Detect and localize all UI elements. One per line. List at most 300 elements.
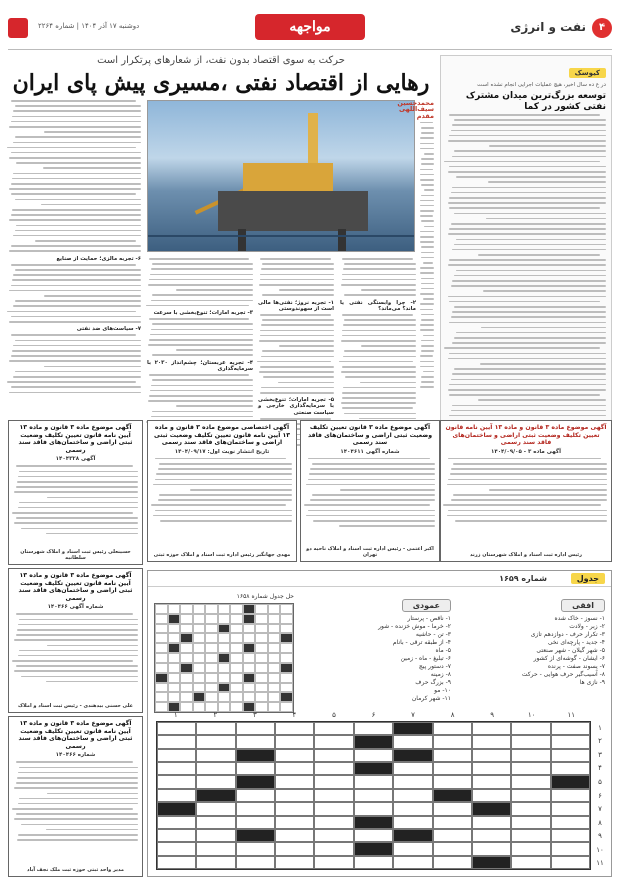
text-line xyxy=(15,269,141,271)
crossword-cell[interactable] xyxy=(236,722,275,735)
text-line xyxy=(9,126,141,128)
crossword-cell[interactable] xyxy=(472,842,511,855)
text-line xyxy=(421,381,434,383)
crossword-cell[interactable] xyxy=(157,856,196,869)
text-line xyxy=(449,166,606,168)
text-line xyxy=(148,284,253,286)
text-line xyxy=(152,263,253,265)
text-line xyxy=(451,410,606,412)
text-line xyxy=(260,314,331,316)
text-line xyxy=(448,296,606,298)
text-line xyxy=(420,137,434,139)
answer-cell xyxy=(180,653,193,663)
text-line xyxy=(47,645,138,647)
text-line xyxy=(148,400,253,402)
crossword-cell[interactable] xyxy=(275,722,314,735)
text-line xyxy=(16,162,141,164)
text-line xyxy=(421,127,434,129)
text-line xyxy=(17,481,138,483)
crossword-cell[interactable] xyxy=(472,829,511,842)
text-line xyxy=(262,294,334,296)
text-line xyxy=(420,148,434,150)
answer-cell xyxy=(218,604,231,614)
answer-cell xyxy=(218,683,231,693)
crossword-cell[interactable] xyxy=(157,722,196,735)
answer-cell xyxy=(255,614,268,624)
text-line xyxy=(12,512,133,514)
crossword-cell[interactable] xyxy=(433,856,472,869)
body-lines xyxy=(340,258,416,296)
answer-cell xyxy=(193,614,206,624)
crossword-cell[interactable] xyxy=(393,816,432,829)
crossword-cell[interactable] xyxy=(354,749,393,762)
text-line xyxy=(12,209,141,211)
crossword-cell[interactable] xyxy=(354,789,393,802)
text-line xyxy=(149,279,253,281)
text-line xyxy=(18,507,138,509)
answer-cell xyxy=(168,643,181,653)
text-line xyxy=(449,394,599,396)
text-line xyxy=(18,834,138,836)
answer-cell xyxy=(180,692,193,702)
crossword-grid[interactable] xyxy=(156,721,591,870)
text-line xyxy=(176,405,253,407)
text-line xyxy=(149,318,249,320)
text-line xyxy=(424,226,435,228)
text-line xyxy=(448,458,600,460)
crossword-cell[interactable] xyxy=(472,762,511,775)
text-line xyxy=(489,489,607,491)
text-line xyxy=(361,345,416,347)
crossword-cell[interactable] xyxy=(157,775,196,788)
text-line xyxy=(344,319,416,321)
crossword-cell xyxy=(354,842,393,855)
crossword-cell[interactable] xyxy=(393,789,432,802)
text-line xyxy=(14,787,138,789)
text-line xyxy=(11,152,141,154)
text-line xyxy=(421,283,434,285)
text-line xyxy=(444,161,599,163)
crossword-cell[interactable] xyxy=(196,829,235,842)
text-line xyxy=(44,295,141,297)
text-line xyxy=(259,284,334,286)
crossword-cell[interactable] xyxy=(472,816,511,829)
crossword-cell[interactable] xyxy=(196,842,235,855)
text-line xyxy=(481,327,606,329)
ad-body xyxy=(305,458,435,536)
clue-item: ۵- ماه xyxy=(435,647,451,654)
answer-cell xyxy=(155,614,168,624)
text-line xyxy=(421,345,434,347)
ad-subtitle: شماره آگهی ۱۴۰۴۶۶ xyxy=(47,604,104,611)
horizontal-clues-head: افقی xyxy=(561,599,605,612)
crossword-cell[interactable] xyxy=(511,749,550,762)
body-lines xyxy=(13,613,138,682)
text-line xyxy=(262,319,334,321)
text-line xyxy=(312,494,436,496)
answer-cell xyxy=(268,673,281,683)
crossword-cell[interactable] xyxy=(551,816,590,829)
text-line xyxy=(449,207,599,209)
vertical-clues xyxy=(303,593,451,703)
crossword-cell[interactable] xyxy=(511,789,550,802)
crossword-cell xyxy=(354,816,393,829)
crossword-cell[interactable] xyxy=(275,735,314,748)
crossword-cell[interactable] xyxy=(314,762,353,775)
answer-cell xyxy=(155,604,168,614)
answer-cell xyxy=(268,604,281,614)
crossword-cell xyxy=(393,749,432,762)
answer-cell xyxy=(218,643,231,653)
body-lines xyxy=(13,761,138,840)
row-number: ۹ xyxy=(598,832,602,841)
text-line xyxy=(420,267,434,269)
ad-title: آگهی موضوع ماده ۳ قانون و ماده ۱۳ آیین نامه قانون تعیین تکلیف وضعیت ثبتی اراضی و ساختمان‌های فاقد سند رسمی xyxy=(18,424,133,454)
text-line xyxy=(18,803,138,805)
crossword-cell[interactable] xyxy=(275,829,314,842)
crossword-cell[interactable] xyxy=(511,856,550,869)
answer-cell xyxy=(280,604,293,614)
crossword-cell[interactable] xyxy=(551,749,590,762)
ad-signature: مهدی جهانگیر رئیس اداره ثبت اسناد و املاک حوزه ثبتی xyxy=(153,552,291,558)
answer-cell xyxy=(280,653,293,663)
crossword-cell[interactable] xyxy=(551,856,590,869)
text-line xyxy=(420,174,434,176)
text-line xyxy=(7,147,136,149)
body-lines xyxy=(8,100,141,252)
column-number: ۴ xyxy=(292,711,297,719)
text-line xyxy=(14,670,138,672)
clue-item: ۱- نسوز - خاک شده xyxy=(554,615,605,622)
text-line xyxy=(342,274,416,276)
text-line xyxy=(21,528,139,530)
crossword-cell[interactable] xyxy=(511,816,550,829)
ad-title: آگهی اختصاصی موضوع ماده ۳ قانون و ماده ۱۳ آیین نامه قانون تعیین تکلیف وضعیت ثبتی اراضی و ساختمان‌های فاقد سند رسمی xyxy=(153,424,291,447)
crossword-cell[interactable] xyxy=(354,829,393,842)
body-lines xyxy=(147,258,253,306)
text-line xyxy=(421,278,434,280)
body-lines xyxy=(446,114,606,432)
ad-title: آگهی موضوع ماده ۳ قانون و ماده ۱۳ آیین نامه قانون تعیین تکلیف وضعیت ثبتی اراضی و ساختمان‌های فاقد سند رسمی xyxy=(18,720,133,750)
text-line xyxy=(11,316,141,318)
crossword-cell[interactable] xyxy=(314,775,353,788)
text-line xyxy=(423,298,434,300)
text-line xyxy=(448,510,607,512)
text-line xyxy=(160,520,292,522)
text-line xyxy=(420,293,434,295)
crossword-column-numbers xyxy=(156,711,591,719)
text-line xyxy=(450,473,607,475)
crossword-cell[interactable] xyxy=(393,856,432,869)
side-article-title[interactable]: توسعه بزرگ‌ترین میدان مشترک xyxy=(465,91,606,101)
crossword-cell[interactable] xyxy=(314,802,353,815)
crossword-cell xyxy=(157,802,196,815)
article-subhead: ۶- تجربه مالزی؛ حمایت از صنایع xyxy=(56,255,141,262)
crossword-cell[interactable] xyxy=(511,829,550,842)
crossword-cell[interactable] xyxy=(236,762,275,775)
legal-ad xyxy=(300,420,440,562)
text-line xyxy=(18,476,138,478)
crossword-cell xyxy=(236,749,275,762)
crossword-cell[interactable] xyxy=(196,802,235,815)
crossword-cell[interactable] xyxy=(314,842,353,855)
text-line xyxy=(9,360,141,362)
crossword-cell[interactable] xyxy=(433,775,472,788)
crossword-cell[interactable] xyxy=(393,842,432,855)
clue-item: ۸- آسیب‌گیر حرف هوایی - حرکت xyxy=(521,671,605,678)
text-line xyxy=(151,268,253,270)
answer-cell xyxy=(243,653,256,663)
crossword-cell[interactable] xyxy=(314,735,353,748)
side-article-title-line2[interactable]: نفتی کشور در کما xyxy=(524,102,606,112)
text-line xyxy=(342,314,413,316)
crossword-cell[interactable] xyxy=(472,722,511,735)
crossword-cell[interactable] xyxy=(472,789,511,802)
crossword-cell[interactable] xyxy=(511,735,550,748)
text-line xyxy=(454,119,606,121)
crossword-cell[interactable] xyxy=(354,802,393,815)
text-line xyxy=(345,376,416,378)
answer-cell xyxy=(268,643,281,653)
answer-cell xyxy=(255,633,268,643)
crossword-cell[interactable] xyxy=(551,789,590,802)
answer-cell xyxy=(280,614,293,624)
crossword-cell[interactable] xyxy=(551,722,590,735)
text-line xyxy=(153,484,292,486)
ad-title: آگهی موضوع ماده ۳ قانون و ماده ۱۳ آیین نامه قانون تعیین تکلیف وضعیت ثبتی اراضی و ساختمان‌های فاقد سند رسمی xyxy=(445,424,607,447)
crossword-cell[interactable] xyxy=(433,816,472,829)
text-line xyxy=(257,361,331,363)
body-lines xyxy=(8,334,141,393)
answer-cell xyxy=(205,663,218,673)
text-line xyxy=(452,342,606,344)
text-line xyxy=(21,676,139,678)
crossword-cell[interactable] xyxy=(393,775,432,788)
text-line xyxy=(452,187,606,189)
text-line xyxy=(420,122,433,124)
legal-ad xyxy=(147,420,297,562)
text-line xyxy=(11,100,136,102)
crossword-cell[interactable] xyxy=(196,816,235,829)
crossword-cell[interactable] xyxy=(314,722,353,735)
crossword-cell[interactable] xyxy=(236,816,275,829)
crossword-cell[interactable] xyxy=(354,722,393,735)
text-line xyxy=(310,468,435,470)
crossword-cell[interactable] xyxy=(236,842,275,855)
crossword-cell[interactable] xyxy=(393,762,432,775)
text-line xyxy=(46,681,139,683)
text-line xyxy=(260,335,334,337)
text-line xyxy=(260,258,331,260)
text-line xyxy=(11,285,141,287)
answer-cell xyxy=(230,692,243,702)
crossword-cell[interactable] xyxy=(236,789,275,802)
article-subhead: ۳- تجربه امارات؛ تنوع‌بخشی با سرعت xyxy=(153,309,253,316)
text-line xyxy=(420,361,434,363)
crossword-cell[interactable] xyxy=(314,816,353,829)
crossword-cell[interactable] xyxy=(472,775,511,788)
crossword-cell[interactable] xyxy=(275,816,314,829)
crossword-cell[interactable] xyxy=(196,749,235,762)
answer-cell xyxy=(168,614,181,624)
ad-subtitle: شماره ۱۴۰۴۶۶ xyxy=(55,752,96,759)
text-line xyxy=(456,176,606,178)
answer-cell xyxy=(155,663,168,673)
text-line xyxy=(9,219,141,221)
text-line xyxy=(308,510,435,512)
text-line xyxy=(480,363,606,365)
text-line xyxy=(15,230,141,232)
text-line xyxy=(344,263,416,265)
row-number: ۸ xyxy=(598,818,602,827)
text-line xyxy=(262,263,334,265)
text-line xyxy=(420,272,434,274)
answer-cell xyxy=(280,624,293,634)
crossword-cell[interactable] xyxy=(433,802,472,815)
text-line xyxy=(155,479,292,481)
crossword-cell[interactable] xyxy=(472,735,511,748)
crossword-cell[interactable] xyxy=(236,735,275,748)
crossword-cell[interactable] xyxy=(275,775,314,788)
text-line xyxy=(451,130,606,132)
crossword-cell[interactable] xyxy=(157,829,196,842)
crossword-cell[interactable] xyxy=(433,749,472,762)
body-lines xyxy=(445,458,607,522)
answer-cell xyxy=(193,604,206,614)
crossword-cell[interactable] xyxy=(196,775,235,788)
body-lines xyxy=(152,458,292,522)
text-line xyxy=(149,339,253,341)
text-line xyxy=(449,259,606,261)
crossword-cell[interactable] xyxy=(236,802,275,815)
crossword-cell[interactable] xyxy=(157,749,196,762)
text-line xyxy=(11,183,141,185)
answer-cell xyxy=(268,663,281,673)
crossword-cell[interactable] xyxy=(314,789,353,802)
text-line xyxy=(41,204,141,206)
newspaper-logo[interactable]: مواجهه xyxy=(255,14,365,40)
crossword-cell[interactable] xyxy=(433,722,472,735)
crossword-cell[interactable] xyxy=(157,816,196,829)
text-line xyxy=(262,350,334,352)
crossword-cell[interactable] xyxy=(393,802,432,815)
text-line xyxy=(263,376,334,378)
crossword-cell[interactable] xyxy=(275,789,314,802)
crossword-cell[interactable] xyxy=(275,762,314,775)
crossword-cell[interactable] xyxy=(472,749,511,762)
text-line xyxy=(44,131,141,133)
text-line xyxy=(420,205,434,207)
body-lines xyxy=(147,318,253,356)
crossword-cell[interactable] xyxy=(551,762,590,775)
crossword-cell[interactable] xyxy=(551,802,590,815)
rig-deck xyxy=(243,163,333,191)
text-line xyxy=(449,353,606,355)
answer-cell xyxy=(230,663,243,673)
text-line xyxy=(455,520,607,522)
clue-item: ۳- تن - حاشیه xyxy=(415,631,451,638)
crossword-cell[interactable] xyxy=(354,775,393,788)
answer-cell xyxy=(205,653,218,663)
crossword-cell[interactable] xyxy=(236,856,275,869)
text-line xyxy=(12,178,141,180)
answer-cell xyxy=(180,633,193,643)
crossword-cell[interactable] xyxy=(433,762,472,775)
crossword-cell[interactable] xyxy=(551,735,590,748)
crossword-cell[interactable] xyxy=(157,762,196,775)
answer-cell xyxy=(168,624,181,634)
rig-platform xyxy=(218,191,368,231)
crossword-cell[interactable] xyxy=(275,856,314,869)
crossword-cell[interactable] xyxy=(157,789,196,802)
text-line xyxy=(15,105,141,107)
crossword-cell[interactable] xyxy=(314,856,353,869)
crossword-cell[interactable] xyxy=(196,722,235,735)
crossword-cell[interactable] xyxy=(511,842,550,855)
text-line xyxy=(313,520,435,522)
text-line xyxy=(158,499,292,501)
crossword-cell[interactable] xyxy=(511,762,550,775)
text-line xyxy=(149,395,253,397)
crossword-cell[interactable] xyxy=(157,842,196,855)
crossword-cell[interactable] xyxy=(511,722,550,735)
crossword-cell[interactable] xyxy=(196,735,235,748)
crossword-cell[interactable] xyxy=(511,775,550,788)
column-number: ۱۰ xyxy=(527,711,536,719)
text-line xyxy=(9,290,141,292)
crossword-cell xyxy=(196,789,235,802)
crossword-cell[interactable] xyxy=(314,749,353,762)
main-article-title[interactable]: رهایی از اقتصاد نفتی ،مسیری پیش پای ایران xyxy=(12,70,430,96)
answer-cell xyxy=(180,604,193,614)
answer-cell xyxy=(193,663,206,673)
crossword-cell[interactable] xyxy=(393,735,432,748)
legal-ad xyxy=(8,568,143,713)
text-line xyxy=(279,345,334,347)
text-line xyxy=(451,316,606,318)
crossword-cell[interactable] xyxy=(354,856,393,869)
crossword-cell[interactable] xyxy=(157,735,196,748)
crossword-cell[interactable] xyxy=(433,735,472,748)
crossword-cell[interactable] xyxy=(196,762,235,775)
crossword-cell[interactable] xyxy=(551,829,590,842)
crossword-cell[interactable] xyxy=(433,842,472,855)
answer-cell xyxy=(168,653,181,663)
crossword-cell[interactable] xyxy=(196,856,235,869)
crossword-cell[interactable] xyxy=(511,802,550,815)
text-line xyxy=(443,504,600,506)
crossword-cell[interactable] xyxy=(551,842,590,855)
crossword-cell[interactable] xyxy=(275,802,314,815)
text-line xyxy=(456,239,606,241)
text-line xyxy=(14,818,138,820)
text-line xyxy=(152,354,253,356)
crossword-cell[interactable] xyxy=(275,842,314,855)
row-number: ۷ xyxy=(598,805,602,814)
crossword-cell xyxy=(472,856,511,869)
text-line xyxy=(309,473,435,475)
text-line xyxy=(312,463,436,465)
text-line xyxy=(306,484,435,486)
vertical-clues-head: عمودی xyxy=(402,599,451,612)
crossword-cell[interactable] xyxy=(314,829,353,842)
text-line xyxy=(421,288,434,290)
crossword-cell[interactable] xyxy=(275,749,314,762)
text-line xyxy=(12,116,141,118)
body-lines xyxy=(8,264,141,323)
text-line xyxy=(421,314,434,316)
crossword-cell[interactable] xyxy=(433,829,472,842)
